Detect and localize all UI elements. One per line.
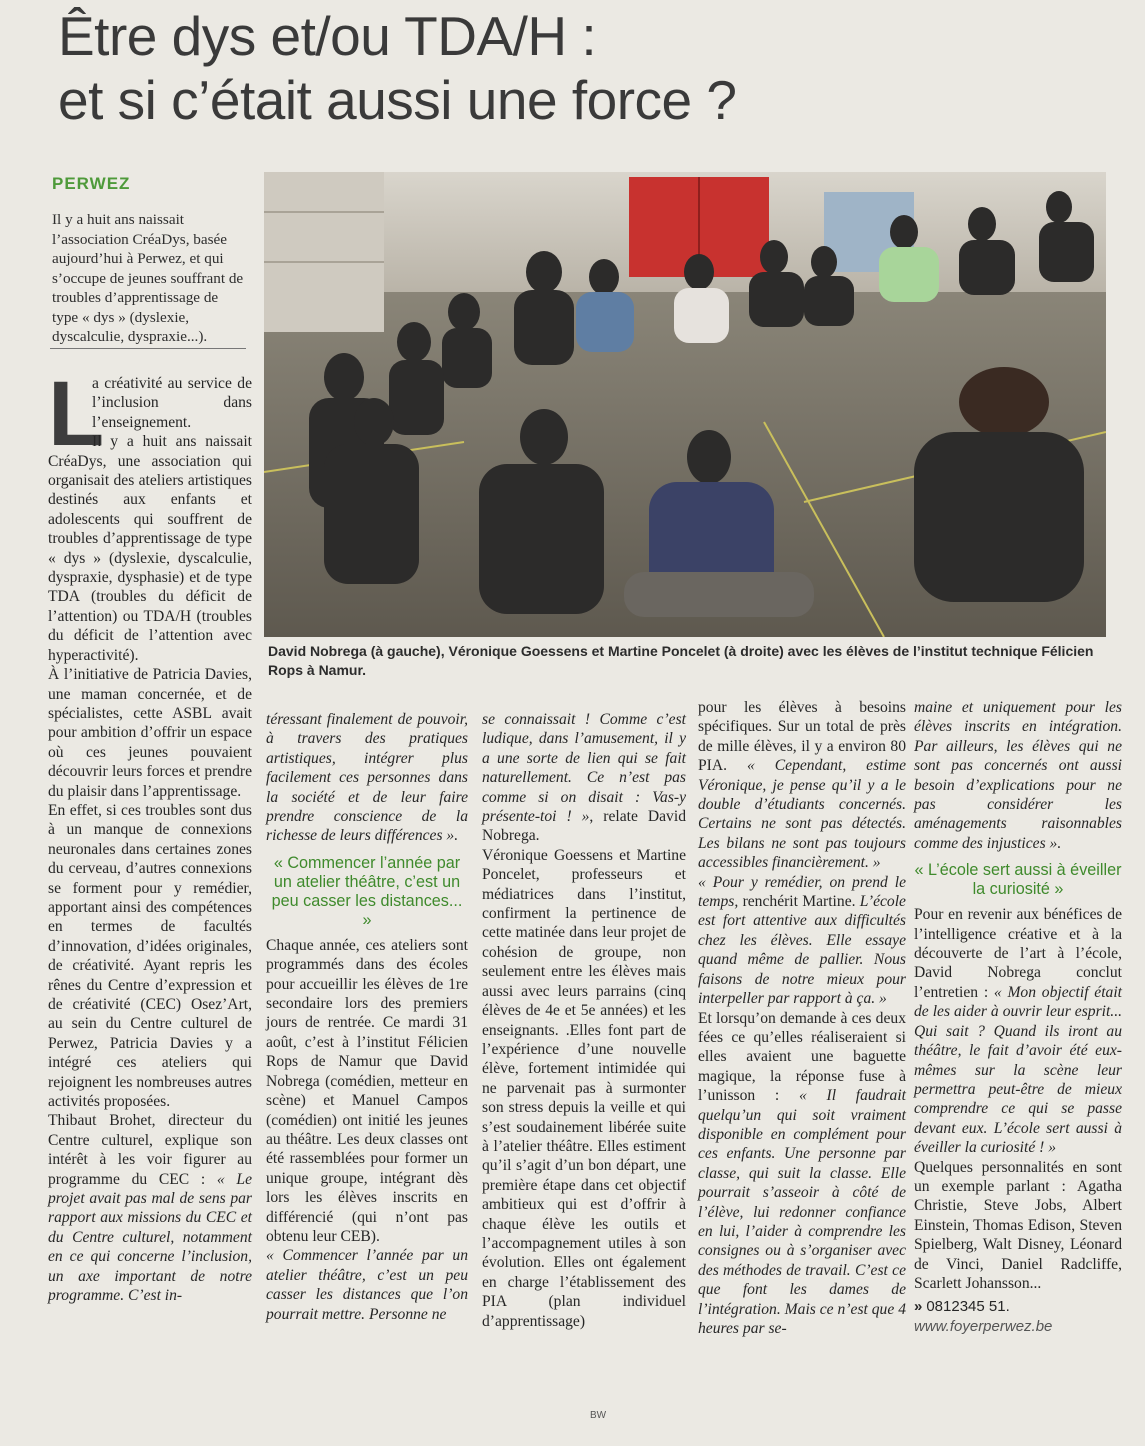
drop-cap: L xyxy=(48,363,105,465)
workshop-photo-illustration xyxy=(264,172,1106,637)
column-3-paragraph-1 xyxy=(482,710,686,846)
column-1-paragraph-2: Il y a huit ans naissait CréaDys, une association qui organisait des ateliers artistiques destinés aux enfants et adolescents qui souffrent de troubles d’apprentissage de type « dys » (dyslexie, dyscalculie, dyspraxie, dysphasie) et de type TDA (troubles du déficit de l’attention) ou TDA/H (troubles du déficit de l’attention avec hyperactivité). xyxy=(48,433,252,664)
column-5-text-2: Pour en revenir aux bénéfices de l’intelligence créative et à la découverte de l’art à l’école, David Nobrega conclut l’entretien : xyxy=(914,906,1122,1001)
column-4-text-3: Et lorsqu’on demande à ces deux fées ce qu’elles réaliseraient si elles avaient une baguette magique, la réponse fuse à l’unisson : xyxy=(698,1009,906,1105)
column-2-paragraph-2: Chaque année, ces ateliers sont programmés dans des écoles pour accueillir les élèves de 1re secondaire lors des premiers jours de rentrée. Ce mardi 31 août, c’est à l’institut Félicien Rops de Namur que David Nobrega (comédien, metteur en scène) et Manuel Campos (comédien) ont initié les jeunes au théâtre. Les deux classes ont été rassemblées pour former un unique groupe, intégrant dès lors les élèves inscrits en différencié (qui n’ont pas obtenu leur CEB). xyxy=(266,936,468,1245)
subheading-curiosity: « L’école sert aussi à éveiller la curiosité » xyxy=(914,861,1122,899)
location-kicker: PERWEZ xyxy=(52,174,131,193)
column-1-paragraph-3: À l’initiative de Patricia Davies, une maman concernée, et de spécialistes, cette ASBL avait pour ambition d’offrir un espace où ces jeunes pouvaient découvrir leurs forces et prendre du plaisir dans l’apprentissage. xyxy=(48,666,252,800)
article-column-1 xyxy=(48,363,253,1306)
column-4-quote-open: « Cependant, estime Véronique, xyxy=(698,757,907,794)
column-4-text-1: pour les élèves à besoins spécifiques. Sur un total de près de mille élèves, il y a environ 80 PIA. xyxy=(698,699,906,775)
headline-line-1: Être dys et/ou TDA/H : xyxy=(58,5,597,67)
subheading-theatre: « Commencer l’année par un atelier théâtre, c’est un peu casser les distances... » xyxy=(271,853,463,929)
column-4-attribution: renchérit Martine. xyxy=(742,893,856,911)
column-4-paragraph-3 xyxy=(698,1009,906,1339)
column-1-paragraph-5-text: Thibaut Brohet, directeur du Centre culturel, explique son intérêt à les voir figurer au programme du CEC : xyxy=(48,1112,252,1188)
contact-phone xyxy=(914,1297,1122,1316)
column-5-paragraph-2 xyxy=(914,905,1122,1157)
column-4-quote-wish: « Il faudrait quelqu’un qui soit vraiment disponible en complément pour ces enfants. Une personne par classe, qui suit la classe. Elle pourrait s’asseoir à côté de l’élève, lui redonner confiance en lui, l’aider à comprendre les consignes ou à s’organiser avec des méthodes de travail. C’est ce que font les dames de l’intégration. Mais ce n’est que 4 heures par se- xyxy=(698,1087,907,1337)
phone-number: 0812345 51. xyxy=(926,1298,1010,1316)
column-3-quote: se connaissait ! Comme c’est ludique, dans l’amusement, il y a une sorte de lien qui se fait naturellement. Ce n’est pas comme si on disait : Vas-y présente-toi ! » xyxy=(482,711,686,826)
column-4-paragraph-1 xyxy=(698,698,906,873)
column-1-paragraph-5 xyxy=(48,1111,252,1305)
column-1-paragraph-4: En effet, si ces troubles sont dus à un manque de connexions neuronales dans certaines zones du cerveau, d’autres connexions se forment pour y remédier, apportant ainsi des compétences en termes de facultés d’innovation, d’idées originales, de créativité. Ayant repris les rênes du Centre d’expression et de créativité (CEC) Osez’Art, au sein du Centre culturel de Perwez, Patricia Davies y a intégré ces ateliers qui rejoignent les nombreuses autres activités proposées. xyxy=(48,801,252,1111)
column-4-paragraph-2 xyxy=(698,873,906,1009)
article-column-2 xyxy=(266,710,468,1324)
lead-divider xyxy=(50,348,246,349)
contact-arrow-icon: » xyxy=(914,1298,923,1316)
quote-brohet: « Le projet avait pas mal de sens par rapport aux missions du CEC et du Centre culturel, notamment en ce qui concerne l’inclusion, un axe important de notre programme. C’est in- xyxy=(48,1170,253,1305)
column-4-quote-veronique: je pense qu’il y a le double d’étudiants concernés. Certains ne sont pas détectés. Les bilans ne sont pas toujours accessibles financièrement. » xyxy=(698,776,906,872)
article-column-4 xyxy=(698,698,906,1338)
column-3-paragraph-2: Véronique Goessens et Martine Poncelet, professeurs et médiatrices dans l’institut, confirment la pertinence de cette matinée dans leur projet de cohésion de groupe, non seulement entre les élèves mais aussi avec leurs parrains (cinq élèves de 4e et 5e années) et les enseignants. .Elles font part de l’expérience d’une nouvelle élève, fortement intimidée qui ne parvenait pas à surmonter son stress depuis la veille et qui s’est soudainement libérée suite à l’atelier théâtre. Elles estiment qu’il s’agit d’un bon départ, une première étape dans cet objectif ambitieux qui est d’offrir à chaque élève les outils et l’accompagnement utiles à son évolution. Elles ont également en charge l’établissement des PIA (plan individuel d’apprentissage) xyxy=(482,846,686,1330)
column-5-quote-end: maine et uniquement pour les élèves inscrits en intégration. Par ailleurs, les élèves qui ne sont pas concernés ont aussi besoin d’explications pour ne pas considérer les aménagements raisonnables comme des injustices ». xyxy=(914,699,1122,852)
column-1-paragraph-1 xyxy=(48,363,252,465)
article-photo xyxy=(264,172,1106,637)
photo-caption: David Nobrega (à gauche), Véronique Goessens et Martine Poncelet (à droite) avec les élèves de l’institut technique Félicien Rops à Namur. xyxy=(268,643,1094,678)
column-5-quote-nobrega: « Mon objectif était de les aider à ouvrir leur esprit... Qui sait ? Quand ils iront au théâtre, le fait d’avoir été eux-mêmes sur la scène leur permettra peut-être de mieux comprendre ce qui se passe devant eux. L’école sert aussi à éveiller la curiosité ! » xyxy=(914,983,1122,1157)
column-3-attribution: , relate David Nobrega. xyxy=(482,808,686,845)
intro-text: a créativité au service de l’inclusion dans l’enseignement. xyxy=(92,375,252,431)
column-2-quote-end: téressant finalement de pouvoir, à travers des pratiques artistiques, intégrer plus facilement ces personnes dans la société et de leur faire prendre conscience de la richesse de leurs différences ». xyxy=(266,711,468,845)
article-column-5 xyxy=(914,698,1122,1336)
lead-paragraph: Il y a huit ans naissait l’association CréaDys, basée aujourd’hui à Perwez, et qui s’occupe de jeunes souffrant de troubles d’apprentissage de type « dys » (dyslexie, dyscalculie, dyspraxie...). xyxy=(52,211,244,345)
website-link[interactable]: www.foyerperwez.be xyxy=(914,1317,1053,1335)
article-column-3 xyxy=(482,710,686,1331)
headline-line-2: et si c’était aussi une force ? xyxy=(58,69,737,131)
column-5-paragraph-3: Quelques personnalités en sont un exemple parlant : Agatha Christie, Steve Jobs, Albert Einstein, Thomas Edison, Steven Spielberg, Walt Disney, Léonard de Vinci, Daniel Radcliffe, Scarlett Johansson... xyxy=(914,1158,1122,1292)
column-2-quote-nobrega: « Commencer l’année par un atelier théâtre, c’est un peu casser les distances que l’on pourrait mettre. Personne ne xyxy=(266,1247,468,1323)
column-4-quote-martine-1: « Pour y remédier, on prend le temps, xyxy=(698,873,906,911)
page-folio: BW xyxy=(590,1410,607,1421)
headline xyxy=(58,4,1118,132)
column-4-quote-martine-2: L’école est fort attentive aux difficultés chez les élèves. Elle essaye quand même de pallier. Nous faisons de notre mieux pour interpeller par rapport à ça. » xyxy=(698,893,906,1008)
